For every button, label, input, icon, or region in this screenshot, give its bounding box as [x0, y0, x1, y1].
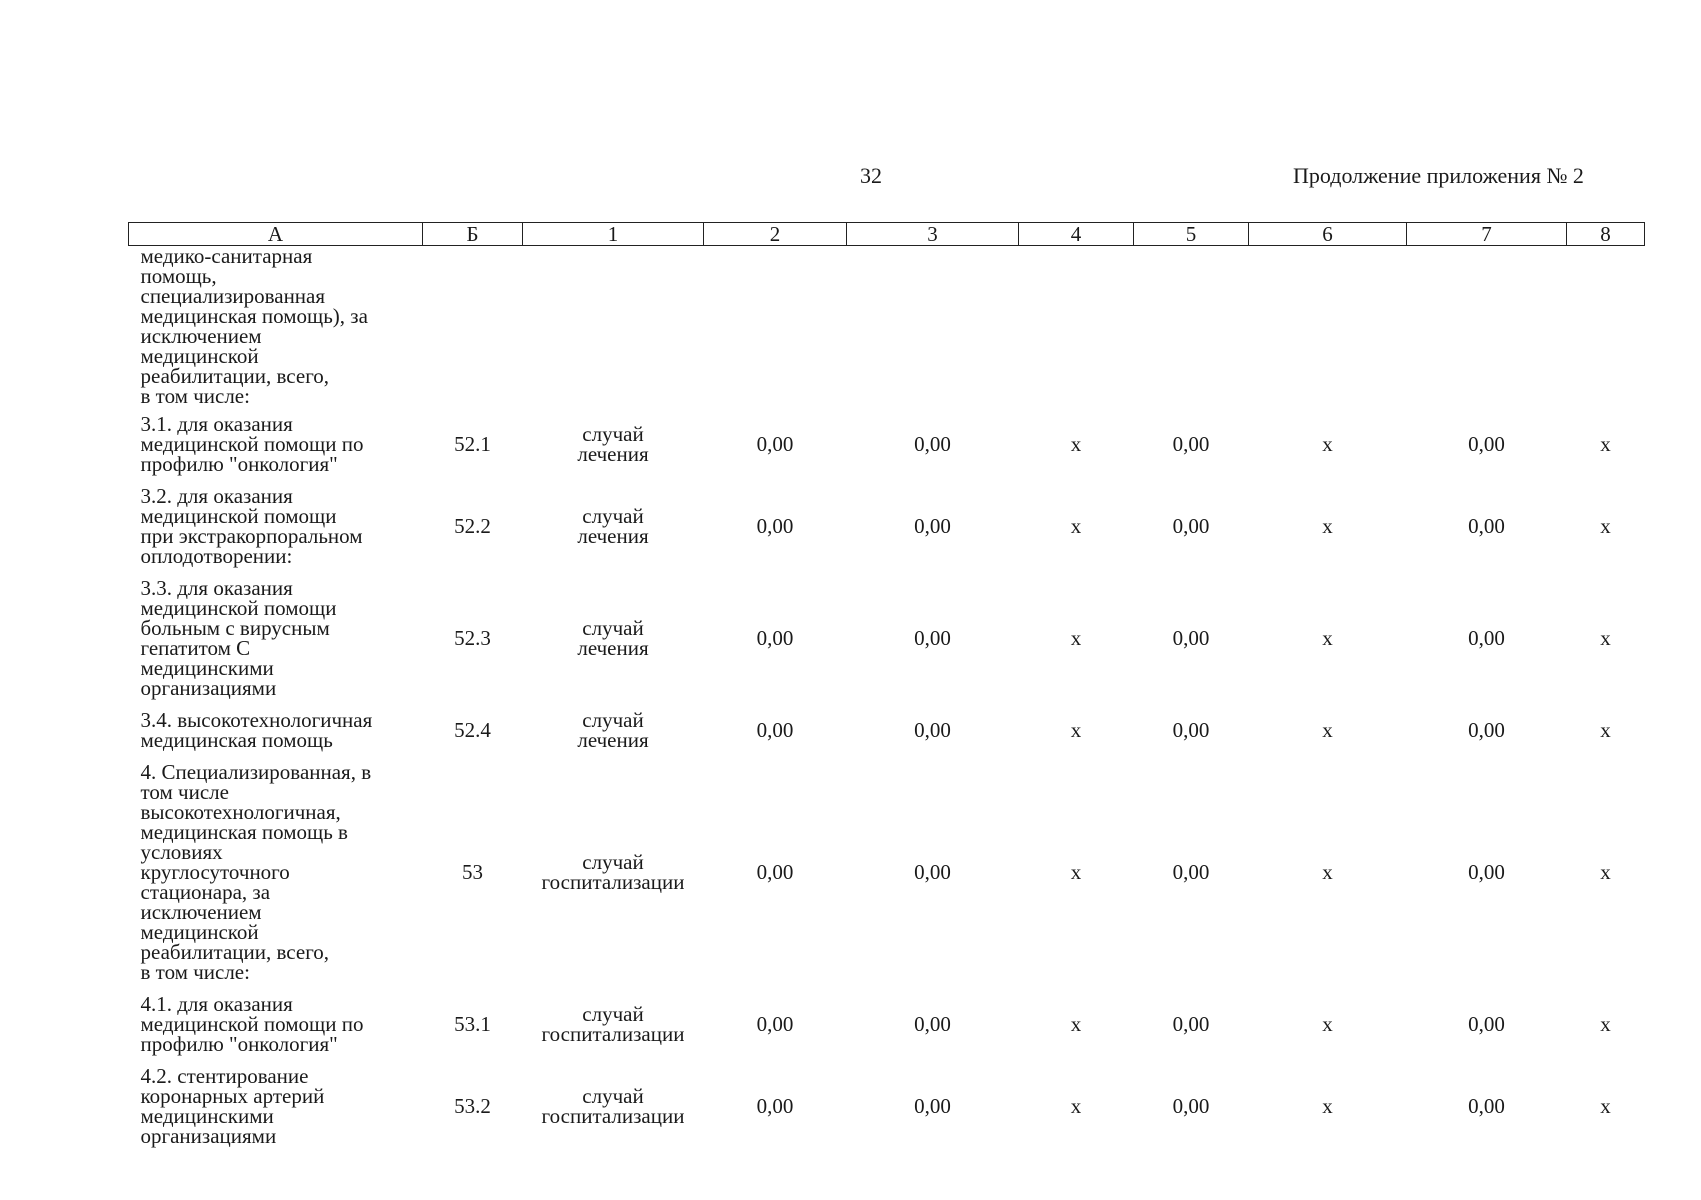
cell-col-7: 0,00 — [1468, 432, 1505, 456]
cell-col-6: x — [1322, 514, 1333, 538]
cell-col-6: x — [1322, 432, 1333, 456]
cell-col-5: 0,00 — [1172, 860, 1210, 884]
table-row — [129, 991, 1645, 1063]
row-code: 52.2 — [454, 514, 491, 538]
page-number: 32 — [860, 163, 882, 188]
cell-col-2: 0,00 — [756, 860, 794, 884]
data-table — [128, 222, 1645, 1155]
cell-col-3: 0,00 — [914, 718, 951, 742]
cell-col-5: 0,00 — [1172, 626, 1210, 650]
row-label: 3.2. для оказания медицинской помощи при экстракорпоральном оплодотворении: — [140, 484, 363, 568]
cell-col-7: 0,00 — [1468, 1094, 1505, 1118]
column-header: 5 — [1134, 223, 1249, 246]
column-header: 2 — [704, 223, 847, 246]
cell-col-6: x — [1322, 1012, 1333, 1036]
cell-col-8: x — [1600, 432, 1611, 456]
cell-col-8: x — [1600, 860, 1611, 884]
cell-col-3: 0,00 — [914, 626, 951, 650]
cell-col-3: 0,00 — [914, 432, 951, 456]
cell-col-8: x — [1600, 1012, 1611, 1036]
cell-col-5: 0,00 — [1172, 718, 1210, 742]
cell-col-5: 0,00 — [1172, 1012, 1210, 1036]
row-label: 4. Специализированная, в том числе высокотехнологичная, медицинская помощь в условиях круглосуточного стационара, за исключением медицинской реабилитации, всего, в том числе: — [140, 760, 372, 984]
row-unit: случай лечения — [577, 708, 649, 752]
cell-col-5 — [1134, 246, 1249, 412]
table-row — [129, 707, 1645, 759]
cell-col-8 — [1567, 246, 1645, 412]
row-label: медико-санитарная помощь, специализированная медицинская помощь), за исключением медицинской реабилитации, всего, в том числе: — [140, 244, 368, 408]
cell-col-2: 0,00 — [756, 718, 794, 742]
table-row — [129, 1063, 1645, 1155]
cell-col-3: 0,00 — [914, 860, 951, 884]
column-header: 3 — [847, 223, 1019, 246]
row-code — [423, 246, 523, 412]
table-row — [129, 411, 1645, 483]
row-code: 53.2 — [454, 1094, 491, 1118]
cell-col-3: 0,00 — [914, 1012, 951, 1036]
column-header: Б — [423, 223, 523, 246]
row-unit: случай госпитализации — [541, 1002, 685, 1046]
row-label: 3.1. для оказания медицинской помощи по профилю "онкология" — [140, 412, 364, 476]
table-row — [129, 483, 1645, 575]
cell-col-6: x — [1322, 718, 1333, 742]
row-label: 4.2. стентирование коронарных артерий медицинскими организациями — [140, 1064, 325, 1148]
table-row — [129, 759, 1645, 991]
cell-col-3: 0,00 — [914, 1094, 951, 1118]
column-header: 1 — [523, 223, 704, 246]
cell-col-6 — [1249, 246, 1407, 412]
cell-col-7: 0,00 — [1468, 514, 1505, 538]
cell-col-4: x — [1070, 1012, 1082, 1036]
row-unit: случай лечения — [577, 422, 649, 466]
row-label: 4.1. для оказания медицинской помощи по профилю "онкология" — [140, 992, 364, 1056]
row-unit — [523, 246, 704, 412]
cell-col-5: 0,00 — [1172, 432, 1210, 456]
cell-col-3: 0,00 — [914, 514, 951, 538]
cell-col-4: x — [1070, 1094, 1082, 1118]
cell-col-4: x — [1070, 860, 1082, 884]
cell-col-4: x — [1070, 514, 1082, 538]
table-row — [129, 246, 1645, 412]
cell-col-6: x — [1322, 626, 1333, 650]
appendix-continuation-title: Продолжение приложения № 2 — [1293, 163, 1584, 188]
cell-col-7 — [1407, 246, 1567, 412]
cell-col-2: 0,00 — [756, 514, 794, 538]
cell-col-7: 0,00 — [1468, 718, 1505, 742]
cell-col-7: 0,00 — [1468, 860, 1505, 884]
cell-col-5: 0,00 — [1172, 1094, 1210, 1118]
cell-col-8: x — [1600, 718, 1611, 742]
row-code: 53.1 — [454, 1012, 491, 1036]
row-unit: случай госпитализации — [541, 850, 685, 894]
cell-col-4: x — [1070, 626, 1082, 650]
cell-col-8: x — [1600, 626, 1611, 650]
cell-col-8: x — [1600, 514, 1611, 538]
table-row — [129, 575, 1645, 707]
column-header: А — [129, 223, 423, 246]
cell-col-2: 0,00 — [756, 1012, 794, 1036]
row-label: 3.3. для оказания медицинской помощи больным с вирусным гепатитом С медицинскими организациями — [140, 576, 337, 700]
cell-col-4: x — [1070, 432, 1082, 456]
cell-col-5: 0,00 — [1172, 514, 1210, 538]
column-header: 6 — [1249, 223, 1407, 246]
cell-col-7: 0,00 — [1468, 626, 1505, 650]
row-code: 52.1 — [454, 432, 491, 456]
row-label: 3.4. высокотехнологичная медицинская помощь — [140, 708, 373, 752]
column-header: 4 — [1019, 223, 1134, 246]
cell-col-2: 0,00 — [756, 432, 794, 456]
cell-col-7: 0,00 — [1468, 1012, 1505, 1036]
table-header-row — [129, 223, 1645, 246]
column-header: 8 — [1567, 223, 1645, 246]
column-header: 7 — [1407, 223, 1567, 246]
cell-col-6: x — [1322, 860, 1333, 884]
cell-col-2 — [704, 246, 847, 412]
row-unit: случай госпитализации — [541, 1084, 685, 1128]
cell-col-6: x — [1322, 1094, 1333, 1118]
row-code: 52.4 — [454, 718, 491, 742]
cell-col-4: x — [1070, 718, 1082, 742]
cell-col-2: 0,00 — [756, 626, 794, 650]
row-unit: случай лечения — [577, 616, 649, 660]
row-code: 53 — [462, 860, 483, 884]
row-code: 52.3 — [454, 626, 491, 650]
cell-col-3 — [847, 246, 1019, 412]
cell-col-8: x — [1600, 1094, 1611, 1118]
cell-col-2: 0,00 — [756, 1094, 794, 1118]
cell-col-4 — [1019, 246, 1134, 412]
row-unit: случай лечения — [577, 504, 649, 548]
